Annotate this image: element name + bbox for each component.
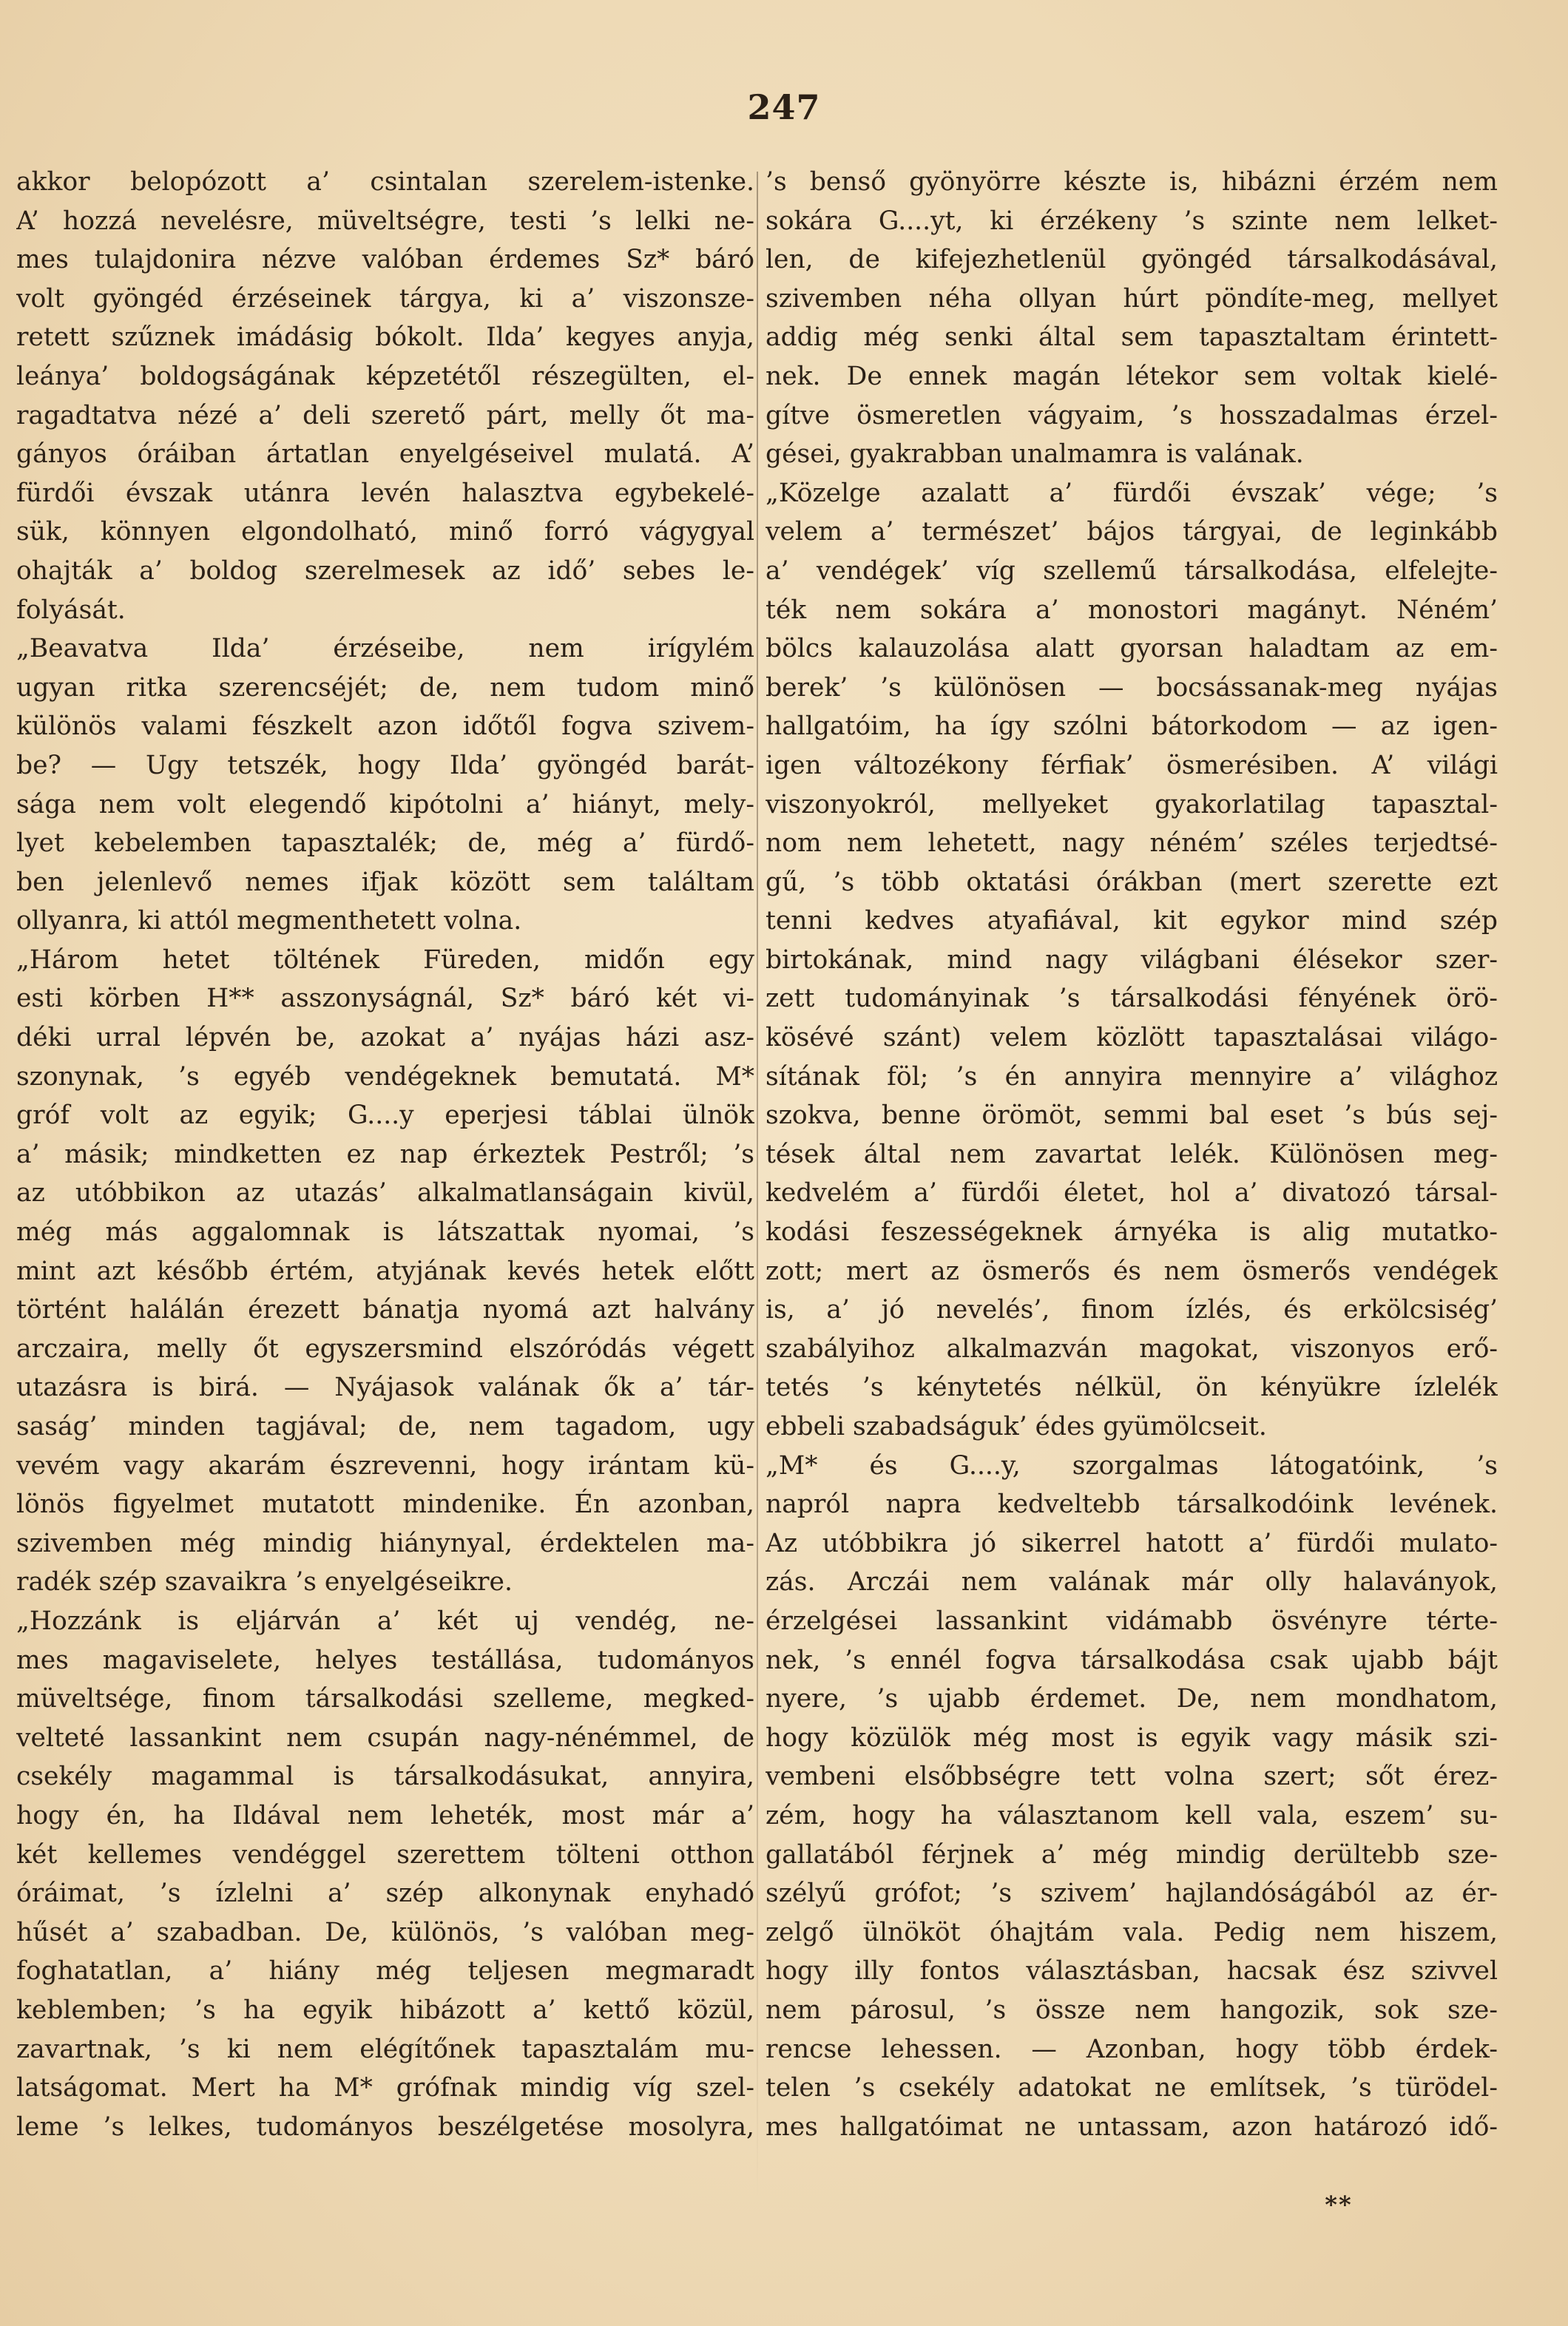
- text-line: gű, ’s több oktatási órákban (mert szerette ezt: [766, 867, 1498, 897]
- text-line: a’ vendégek’ víg szellemű társalkodása, elfelejte-: [766, 555, 1498, 586]
- column-divider: [757, 172, 758, 2198]
- text-line: tenni kedves atyafiával, kit egykor mind szép: [766, 906, 1498, 936]
- text-line: különös valami fészkelt azon időtől fogva szivem-: [16, 711, 754, 742]
- text-line: telen ’s csekély adatokat ne említsek, ’s türödel-: [766, 2073, 1498, 2103]
- text-line: szokva, benne örömöt, semmi bal eset ’s bús sej-: [766, 1101, 1498, 1131]
- text-line: a’ másik; mindketten ez nap érkeztek Pestről; ’s: [16, 1139, 754, 1169]
- text-line: csekély magammal is társalkodásukat, annyira,: [16, 1762, 754, 1792]
- text-line: A’ hozzá nevelésre, müveltségre, testi ’s lelki ne-: [16, 206, 754, 236]
- text-line: az utóbbikon az utazás’ alkalmatlanságain kivül,: [16, 1178, 754, 1208]
- text-line: addig még senki által sem tapasztaltam érintett-: [766, 322, 1498, 353]
- text-line: tetés ’s kénytetés nélkül, ön kényükre ízlelék: [766, 1373, 1498, 1403]
- text-line: latságomat. Mert ha M* grófnak mindig víg szel-: [16, 2073, 754, 2103]
- text-line: „Hozzánk is eljárván a’ két uj vendég, ne-: [16, 1606, 754, 1636]
- text-line: „Három hetet töltének Füreden, midőn egy: [16, 944, 754, 975]
- left-text-column: [16, 163, 754, 2146]
- text-line: vevém vagy akarám észrevenni, hogy irántam kü-: [16, 1450, 754, 1481]
- text-line: zavartnak, ’s ki nem elégítőnek tapasztalám mu-: [16, 2034, 754, 2064]
- text-line: szabályihoz alkalmazván magokat, viszonyos erő-: [766, 1333, 1498, 1364]
- text-line: ben jelenlevő nemes ifjak között sem találtam: [16, 867, 754, 897]
- text-line: vembeni elsőbbségre tett volna szert; sőt érez-: [766, 1762, 1498, 1792]
- text-line: hűsét a’ szabadban. De, különös, ’s valóban meg-: [16, 1917, 754, 1947]
- text-line: ohajták a’ boldog szerelmesek az idő’ sebes le-: [16, 555, 754, 586]
- text-line: hogy illy fontos választásban, hacsak ész szivvel: [766, 1956, 1498, 1987]
- text-line: zém, hogy ha választanom kell vala, eszem’ su-: [766, 1800, 1498, 1830]
- text-line: gallatából férjnek a’ még mindig derültebb sze-: [766, 1839, 1498, 1870]
- text-line: len, de kifejezhetlenül gyöngéd társalkodásával,: [766, 245, 1498, 275]
- text-line: lyet kebelemben tapasztalék; de, még a’ fürdő-: [16, 828, 754, 859]
- text-line: birtokának, mind nagy világbani élésekor szer-: [766, 944, 1498, 975]
- text-line: mes hallgatóimat ne untassam, azon határozó idő-: [766, 2112, 1498, 2142]
- text-line: nyere, ’s ujabb érdemet. De, nem mondhatom,: [766, 1684, 1498, 1714]
- text-line: fürdői évszak utánra levén halasztva egybekelé-: [16, 478, 754, 508]
- text-line: leánya’ boldogságának képzetétől részegülten, el-: [16, 361, 754, 391]
- text-line: is, a’ jó nevelés’, finom ízlés, és erkölcsiség’: [766, 1295, 1498, 1325]
- text-line: két kellemes vendéggel szerettem tölteni otthon: [16, 1839, 754, 1870]
- right-text-column: [766, 163, 1498, 2146]
- text-line: igen változékony férfiak’ ösmerésiben. A’ világi: [766, 750, 1498, 780]
- page-number: 247: [747, 87, 821, 127]
- text-line: kedvelém a’ fürdői életet, hol a’ divatozó társal-: [766, 1178, 1498, 1208]
- text-line: bölcs kalauzolása alatt gyorsan haladtam az em-: [766, 634, 1498, 664]
- text-line: nom nem lehetett, nagy néném’ széles terjedtsé-: [766, 828, 1498, 859]
- text-line: ugyan ritka szerencséjét; de, nem tudom minő: [16, 672, 754, 703]
- text-line: viszonyokról, mellyeket gyakorlatilag tapasztal-: [766, 789, 1498, 819]
- signature-mark: **: [1325, 2191, 1353, 2219]
- text-line: leme ’s lelkes, tudományos beszélgetése mosolyra,: [16, 2112, 754, 2142]
- text-line: óráimat, ’s ízlelni a’ szép alkonynak enyhadó: [16, 1879, 754, 1909]
- text-line: rencse lehessen. — Azonban, hogy több érdek-: [766, 2034, 1498, 2064]
- text-line: velteté lassankint nem csupán nagy-nénémmel, de: [16, 1722, 754, 1753]
- text-line: „Beavatva Ilda’ érzéseibe, nem irígylém: [16, 634, 754, 664]
- text-line: kodási feszességeknek árnyéka is alig mutatko-: [766, 1217, 1498, 1248]
- text-line: sága nem volt elegendő kipótolni a’ hiányt, mely-: [16, 789, 754, 819]
- text-line: gányos óráiban ártatlan enyelgéseivel mulatá. A’: [16, 439, 754, 470]
- text-line: sokára G....yt, ki érzékeny ’s szinte nem lelket-: [766, 206, 1498, 236]
- text-line: ragadtatva nézé a’ deli szerető párt, melly őt ma-: [16, 400, 754, 430]
- text-line: lönös figyelmet mutatott mindenike. Én azonban,: [16, 1490, 754, 1520]
- text-line: érzelgései lassankint vidámabb ösvényre térte-: [766, 1606, 1498, 1636]
- text-line: történt halálán érezett bánatja nyomá azt halvány: [16, 1295, 754, 1325]
- text-line: zás. Arczái nem valának már olly halaványok,: [766, 1567, 1498, 1598]
- text-line: gróf volt az egyik; G....y eperjesi táblai ülnök: [16, 1101, 754, 1131]
- text-line: mes magaviselete, helyes testállása, tudományos: [16, 1645, 754, 1675]
- text-line: nem párosul, ’s össze nem hangozik, sok sze-: [766, 1995, 1498, 2025]
- text-line: mint azt később értém, atyjának kevés hetek előtt: [16, 1256, 754, 1286]
- text-line: keblemben; ’s ha egyik hibázott a’ kettő közül,: [16, 1995, 754, 2025]
- text-line: esti körben H** asszonyságnál, Sz* báró két vi-: [16, 984, 754, 1014]
- text-line: gései, gyakrabban unalmamra is valának.: [766, 439, 1304, 470]
- text-line: zelgő ülnököt óhajtám vala. Pedig nem hiszem,: [766, 1917, 1498, 1947]
- text-line: müveltsége, finom társalkodási szelleme, megked-: [16, 1684, 754, 1714]
- text-line: berek’ ’s különösen — bocsássanak-meg nyájas: [766, 672, 1498, 703]
- text-line: szonynak, ’s egyéb vendégeknek bemutatá. M*: [16, 1061, 754, 1092]
- text-line: zott; mert az ösmerős és nem ösmerős vendégek: [766, 1256, 1498, 1286]
- text-line: napról napra kedveltebb társalkodóink levének.: [766, 1490, 1498, 1520]
- text-line: ’s benső gyönyörre késztе is, hibázni érzém nem: [766, 167, 1498, 197]
- text-line: radék szép szavaikra ’s enyelgéseikre.: [16, 1567, 513, 1598]
- text-line: akkor belopózott a’ csintalan szerelem-istenke.: [16, 167, 754, 197]
- text-line: nek. De ennek magán létekor sem voltak kielé-: [766, 361, 1498, 391]
- text-line: hogy közülök még most is egyik vagy másik szi-: [766, 1722, 1498, 1753]
- text-line: kösévé szánt) velem közlött tapasztalásai világo-: [766, 1023, 1498, 1053]
- text-line: déki urral lépvén be, azokat a’ nyájas házi asz-: [16, 1023, 754, 1053]
- text-line: ollyanra, ki attól megmenthetett volna.: [16, 906, 522, 936]
- text-line: szivemben még mindig hiánynyal, érdektelen ma-: [16, 1528, 754, 1558]
- text-line: ték nem sokára a’ monostori magányt. Néném’: [766, 595, 1498, 625]
- text-line: „M* és G....y, szorgalmas látogatóink, ’s: [766, 1450, 1498, 1481]
- text-line: tések által nem zavartat lelék. Különösen meg-: [766, 1139, 1498, 1169]
- text-line: Az utóbbikra jó sikerrel hatott a’ fürdői mulato-: [766, 1528, 1498, 1558]
- text-line: nek, ’s ennél fogva társalkodása csak ujabb bájt: [766, 1645, 1498, 1675]
- text-line: hogy én, ha Ildával nem leheték, most már a’: [16, 1800, 754, 1830]
- text-line: be? — Ugy tetszék, hogy Ilda’ gyöngéd barát-: [16, 750, 754, 780]
- text-line: arczaira, melly őt egyszersmind elszóródás végett: [16, 1333, 754, 1364]
- text-line: volt gyöngéd érzéseinek tárgya, ki a’ viszonsze-: [16, 283, 754, 314]
- text-line: gítve ösmeretlen vágyaim, ’s hosszadalmas érzel-: [766, 400, 1498, 430]
- text-line: szivemben néha ollyan húrt pöndíte-meg, mellyet: [766, 283, 1498, 314]
- text-line: utazásra is birá. — Nyájasok valának ők a’ tár-: [16, 1373, 754, 1403]
- text-line: velem a’ természet’ bájos tárgyai, de leginkább: [766, 517, 1498, 547]
- text-line: sítának föl; ’s én annyira mennyire a’ világhoz: [766, 1061, 1498, 1092]
- text-line: mes tulajdonira nézve valóban érdemes Sz* báró: [16, 245, 754, 275]
- text-line: retett szűznek imádásig bókolt. Ilda’ kegyes anyja,: [16, 322, 754, 353]
- text-line: „Közelge azalatt a’ fürdői évszak’ vége; ’s: [766, 478, 1498, 508]
- text-line: hallgatóim, ha így szólni bátorkodom — az igen-: [766, 711, 1498, 742]
- text-line: saság’ minden tagjával; de, nem tagadom, ugy: [16, 1412, 754, 1441]
- text-line: ebbeli szabadságuk’ édes gyümölcseit.: [766, 1412, 1267, 1441]
- text-line: zett tudományinak ’s társalkodási fényének örö-: [766, 984, 1498, 1014]
- text-line: szélyű grófot; ’s szivem’ hajlandóságából az ér-: [766, 1879, 1498, 1909]
- text-line: sük, könnyen elgondolható, minő forró vágygyal: [16, 517, 754, 547]
- text-line: folyását.: [16, 595, 126, 625]
- text-line: még más aggalomnak is látszattak nyomai, ’s: [16, 1217, 754, 1248]
- text-line: foghatatlan, a’ hiány még teljesen megmaradt: [16, 1956, 754, 1987]
